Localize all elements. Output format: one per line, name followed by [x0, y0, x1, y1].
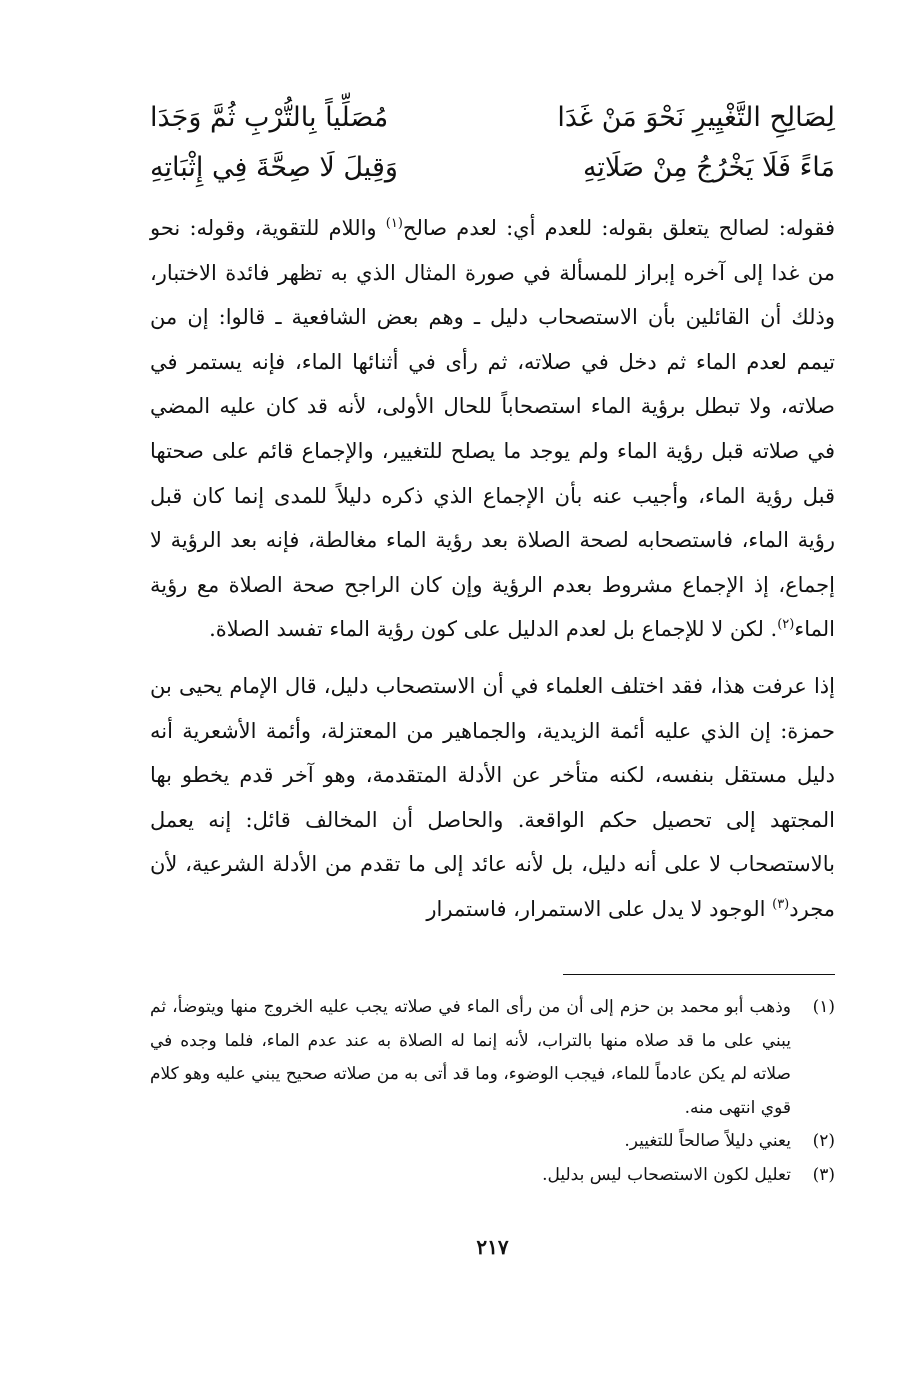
paragraph-text: . لكن لا للإجماع بل لعدم الدليل على كون رؤية الماء تفسد الصلاة.	[209, 617, 778, 642]
footnote	[150, 991, 835, 1125]
paragraph-text: واللام للتقوية، وقوله: نحو من غدا إلى آخره إبراز للمسألة في صورة المثال الذي به تظهر فائدة الاختبار، وذلك أن القائلين بأن الاستصحاب دليل ـ وهم بعض الشافعية ـ قالوا: إن من تيمم لعدم الماء ثم دخل في صلاته، ثم رأى في أثنائها الماء، فإنه يستمر في صلاته، ولا تبطل برؤية الماء استصحاباً للحال الأولى، لأنه قد كان عليه المضي في صلاته قبل رؤية الماء ولم يوجد ما يصلح للتغيير، والإجماع قائم على صحتها قبل رؤية الماء، وأجيب عنه بأن الإجماع الذي ذكره دليلاً للمدى إنما كان قبل رؤية الماء، فاستصحابه لصحة الصلاة بعد رؤية الماء مغالطة، فإنه بعد الرؤية لا إجماع، إذ الإجماع مشروط بعدم الرؤية وإن كان الراجح صحة الصلاة مع رؤية الماء	[150, 216, 835, 642]
footnote-number: (٣)	[812, 1164, 835, 1185]
poem-verse	[150, 142, 835, 192]
footnote	[150, 1125, 835, 1159]
paragraph-text: فقوله: لصالح يتعلق بقوله: للعدم أي: لعدم صالح	[402, 216, 835, 240]
main-text	[150, 206, 835, 932]
footnote-number: (١)	[812, 997, 835, 1017]
footnote-text: يعني دليلاً صالحاً للتغيير.	[624, 1131, 791, 1151]
verse-second-hemistich: مُصَلِّياً بِالتُّرْبِ ثُمَّ وَجَدَا	[150, 101, 389, 133]
verse-first-hemistich: مَاءً فَلَا يَخْرُجُ مِنْ صَلَاتِهِ	[582, 151, 835, 183]
footnote-reference: (١)	[385, 216, 403, 231]
footnote-reference: (٣)	[772, 896, 790, 912]
poem-verse	[150, 92, 835, 142]
commentary-paragraph	[150, 206, 835, 652]
verse-first-hemistich: لِصَالِحِ التَّغْيِيرِ نَحْوَ مَنْ غَدَا	[557, 101, 835, 133]
paragraph-text: الوجود لا يدل على الاستمرار، فاستمرار	[426, 896, 773, 921]
footnote-separator	[563, 974, 835, 975]
footnote-number: (٢)	[812, 1131, 835, 1151]
footnote-text: تعليل لكون الاستصحاب ليس بدليل.	[542, 1164, 791, 1185]
poem-block	[150, 92, 835, 192]
footnote-text: وذهب أبو محمد بن حزم إلى أن من رأى الماء في صلاته يجب عليه الخروج منها ويتوضأ، ثم يبني على ما قد صلاه منها بالتراب، لأنه إنما له الصلاة به عند عدم الماء، فلما وجده في صلاته لم يكن عادماً للماء، فيجب الوضوء، وما قد أتى به من صلاته صحيح يبني عليه وهو كلام قوي انتهى منه.	[150, 997, 791, 1118]
paragraph-text: إذا عرفت هذا، فقد اختلف العلماء في أن الاستصحاب دليل، قال الإمام يحيى بن حمزة: إن الذي عليه أئمة الزيدية، والجماهير من المعتزلة، وأئمة الأشعرية أنه دليل مستقل بنفسه، لكنه متأخر عن الأدلة المتقدمة، وهو آخر قدم يخطو بها المجتهد إلى تحصيل حكم الواقعة. والحاصل أن المخالف قائل: إنه يعمل بالاستصحاب لا على أنه دليل، بل لأنه عائد إلى ما تقدم من الأدلة الشرعية، لأن مجرد	[150, 673, 835, 921]
footnote	[150, 1159, 835, 1193]
footnote-reference: (٢)	[777, 617, 795, 633]
page-number: ٢١٧	[476, 1235, 509, 1259]
commentary-paragraph	[150, 664, 835, 932]
footnotes	[150, 991, 835, 1192]
verse-second-hemistich: وَقِيلَ لَا صِحَّةَ فِي إِثْبَاتِهِ	[150, 151, 398, 183]
